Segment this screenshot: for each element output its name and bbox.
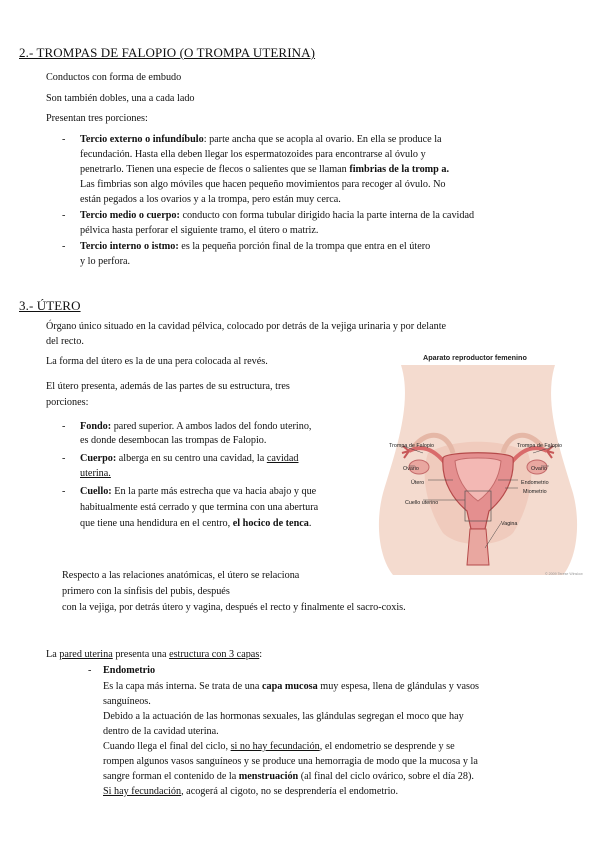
anatomy-figure (373, 343, 583, 575)
label-vagina: Vagina (501, 521, 518, 527)
list-item-line: habitualmente está cerrado y que termina con una abertura (80, 502, 319, 513)
list-item-tercio-externo: Tercio externo o infundíbulo: parte ancha que se acopla al ovario. En ella se produce la (80, 134, 442, 145)
label-ovario-left: Ovario (403, 466, 419, 472)
label-ovario-right: Ovario (531, 466, 547, 472)
list-dash: - (62, 453, 66, 464)
paragraph: Presentan tres porciones: (46, 113, 148, 124)
paragraph-line: Debido a la actuación de las hormonas sexuales, las glándulas segregan el moco que hay (103, 711, 464, 722)
paragraph-line: sanguíneos. (103, 696, 151, 707)
paragraph: El útero presenta, además de las partes de su estructura, tres (46, 381, 290, 392)
paragraph-line: Es la capa más interna. Se trata de una capa mucosa muy espesa, llena de glándulas y vasos (103, 681, 479, 692)
list-item-fondo: Fondo: pared superior. A ambos lados del fondo uterino, (80, 421, 312, 432)
list-dash: - (62, 134, 66, 145)
label-trompa-left: Trompa de Falopio (389, 443, 435, 449)
label-cuello-uterino: Cuello uterino (405, 500, 439, 506)
list-item-line: es donde desembocan las trompas de Falopio. (80, 435, 267, 446)
paragraph: con la vejiga, por detrás útero y vagina, después el recto y finalmente el sacro-coxis. (62, 602, 406, 613)
section-heading-utero: 3.- ÚTERO (19, 298, 81, 313)
section-heading-trompas: 2.- TROMPAS DE FALOPIO (O TROMPA UTERINA) (19, 45, 316, 60)
paragraph-line: Cuando llega el final del ciclo, si no hay fecundación, el endometrio se desprende y se (103, 741, 455, 752)
list-item-line: están pegados a los ovarios y a la trompa, pero están muy cerca. (80, 194, 341, 205)
list-item-line: pélvica hasta perforar el siguiente tramo, el útero o matriz. (80, 225, 319, 236)
list-dash: - (62, 210, 66, 221)
list-item-line: penetrarlo. Tienen una especie de flecos o salientes que se llaman fimbrias de la tromp a. (80, 164, 450, 175)
list-item-line: uterina. (80, 468, 111, 479)
paragraph: La forma del útero es la de una pera colocada al revés. (46, 356, 268, 367)
paragraph-line: sangre forman el contenido de la menstruación (al final del ciclo ovárico, sobre el día 28). (103, 771, 474, 782)
list-dash: - (88, 665, 92, 676)
uterus-illustration (373, 343, 583, 575)
endometrio-title: Endometrio (103, 665, 156, 676)
label-utero: Útero (411, 480, 425, 486)
list-dash: - (62, 421, 66, 432)
label-endometrio: Endometrio (521, 480, 549, 486)
paragraph-line: Si hay fecundación, acogerá al cigoto, no se desprendería el endometrio. (103, 786, 399, 797)
list-item-line: Las fimbrias son algo móviles que hacen pequeño movimientos para recoger al óvulo. No (80, 179, 446, 190)
label-trompa-right: Trompa de Falopio (517, 443, 563, 449)
paragraph: porciones: (46, 397, 89, 408)
paragraph-line: rompen algunos vasos sanguíneos y se produce una hemorragia de modo que la mucosa y la (103, 756, 478, 767)
paragraph: Respecto a las relaciones anatómicas, el útero se relaciona (62, 570, 300, 581)
list-item-tercio-medio: Tercio medio o cuerpo: conducto con forma tubular dirigido hacia la parte interna de la cavidad (80, 210, 475, 221)
list-item-cuerpo: Cuerpo: alberga en su centro una cavidad, la cavidad (80, 453, 299, 464)
list-item-cuello: Cuello: En la parte más estrecha que va hacia abajo y que (80, 486, 317, 497)
list-item-line: que tiene una hendidura en el centro, el hocico de tenca. (80, 518, 312, 529)
paragraph: primero con la sínfisis del pubis, después (62, 586, 230, 597)
list-item-tercio-interno: Tercio interno o istmo: es la pequeña porción final de la trompa que entra en el útero (80, 241, 431, 252)
paragraph: Conductos con forma de embudo (46, 72, 182, 83)
figure-title: Aparato reproductor femenino (423, 353, 527, 362)
paragraph-line: dentro de la cavidad uterina. (103, 726, 219, 737)
label-miometrio: Miometrio (523, 489, 547, 495)
list-item-line: fecundación. Hasta ella deben llegar los espermatozoides para encontrarse al óvulo y (80, 149, 426, 160)
paragraph-pared-uterina: La pared uterina presenta una estructura con 3 capas: (46, 649, 263, 660)
paragraph: Órgano único situado en la cavidad pélvica, colocado por detrás de la vejiga urinaria y por delante (46, 321, 447, 332)
figure-credit: © 2009 Terese Winslow (545, 572, 583, 576)
list-item-line: y lo perfora. (80, 256, 131, 267)
paragraph: Son también dobles, una a cada lado (46, 93, 195, 104)
list-dash: - (62, 241, 66, 252)
paragraph: del recto. (46, 336, 84, 347)
list-dash: - (62, 486, 66, 497)
